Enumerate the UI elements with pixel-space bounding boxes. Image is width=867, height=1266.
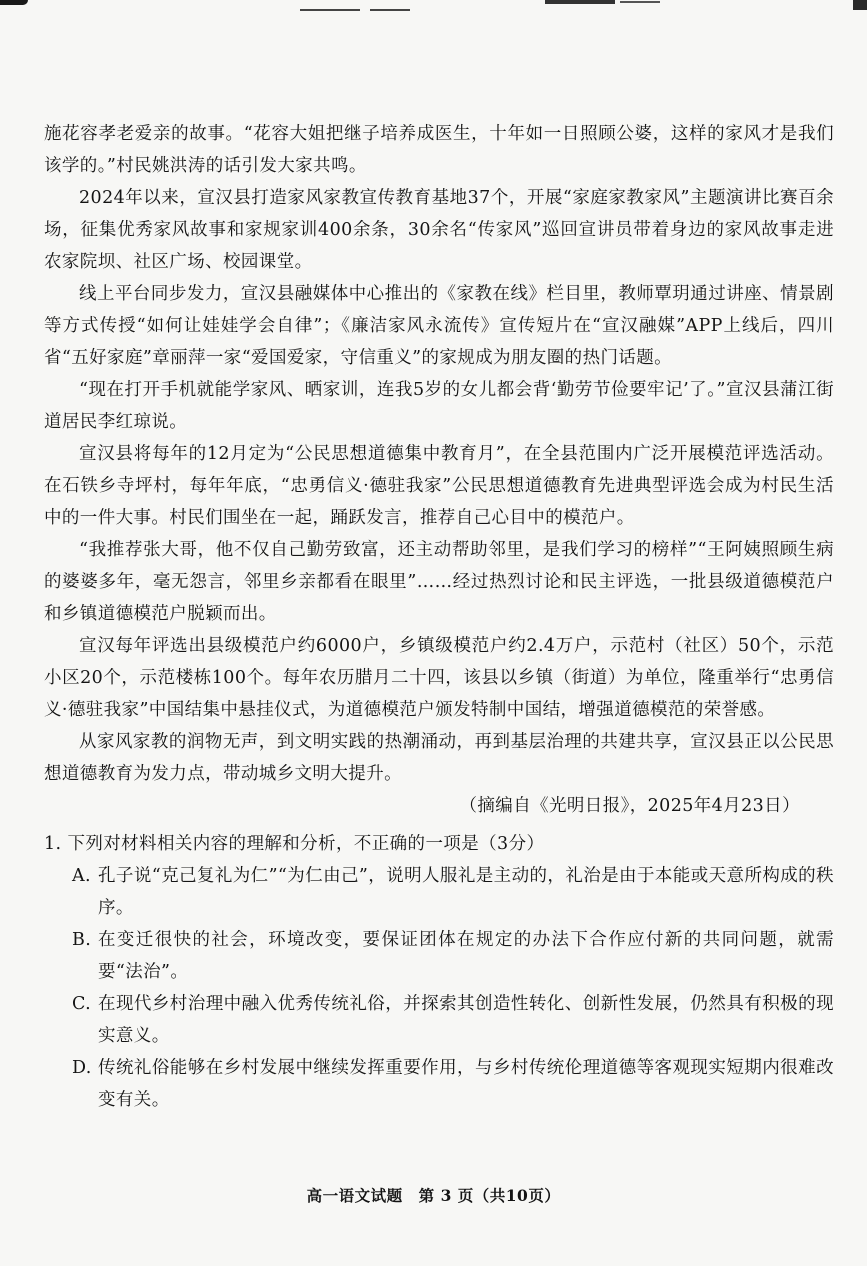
source-citation: （摘编自《光明日报》，2025年4月23日） <box>459 796 800 816</box>
option-text: 在现代乡村治理中融入优秀传统礼俗，并探索其创造性转化、创新性发展，仍然具有积极的现实意义。 <box>98 994 834 1046</box>
paragraph: 2024年以来，宣汉县打造家风家教宣传教育基地37个，开展“家庭家教家风”主题演讲比赛百余场，征集优秀家风故事和家规家训400余条，30余名“传家风”巡回宣讲员带着身边的家风故事走进农家院坝、社区广场、校园课堂。 <box>44 188 834 272</box>
question-1 <box>44 828 834 1116</box>
option-text: 在变迁很快的社会，环境改变，要保证团体在规定的办法下合作应付新的共同问题，就需要“法治”。 <box>98 930 834 982</box>
scan-artifact <box>300 9 360 11</box>
page-footer: 高一语文试题 第 3 页（共10页） <box>306 1186 561 1205</box>
paragraph: 宣汉每年评选出县级模范户约6000户，乡镇级模范户约2.4万户，示范村（社区）50个，示范小区20个，示范楼栋100个。每年农历腊月二十四，该县以乡镇（街道）为单位，隆重举行“忠勇信义·德驻我家”中国结集中悬挂仪式，为道德模范户颁发特制中国结，增强道德模范的荣誉感。 <box>44 636 834 720</box>
paragraph: 施花容孝老爱亲的故事。“花容大姐把继子培养成医生，十年如一日照顾公婆，这样的家风才是我们该学的。”村民姚洪涛的话引发大家共鸣。 <box>44 124 834 176</box>
option-d <box>72 1052 834 1116</box>
paragraph: “我推荐张大哥，他不仅自己勤劳致富，还主动帮助邻里，是我们学习的榜样”“王阿姨照顾生病的婆婆多年，毫无怨言，邻里乡亲都看在眼里”……经过热烈讨论和民主评选，一批县级道德模范户和乡镇道德模范户脱颖而出。 <box>44 540 834 624</box>
article-body <box>44 118 834 1116</box>
option-letter: C. <box>72 994 92 1014</box>
option-text: 孔子说“克己复礼为仁”“为仁由己”，说明人服礼是主动的，礼治是由于本能或天意所构成的秩序。 <box>98 866 834 918</box>
option-letter: A. <box>72 866 92 886</box>
scan-artifact <box>620 1 660 3</box>
scan-artifact <box>0 0 28 5</box>
paragraph: 宣汉县将每年的12月定为“公民思想道德集中教育月”，在全县范围内广泛开展模范评选活动。在石铁乡寺坪村，每年年底，“忠勇信义·德驻我家”公民思想道德教育先进典型评选会成为村民生活中的一件大事。村民们围坐在一起，踊跃发言，推荐自己心目中的模范户。 <box>44 444 834 528</box>
option-b <box>72 924 834 988</box>
option-text: 传统礼俗能够在乡村发展中继续发挥重要作用，与乡村传统伦理道德等客观现实短期内很难改变有关。 <box>98 1058 834 1110</box>
paragraph: 线上平台同步发力，宣汉县融媒体中心推出的《家教在线》栏目里，教师覃玥通过讲座、情景剧等方式传授“如何让娃娃学会自律”；《廉洁家风永流传》宣传短片在“宣汉融媒”APP上线后，四川省“五好家庭”章丽萍一家“爱国爱家，守信重义”的家规成为朋友圈的热门话题。 <box>44 284 834 368</box>
scan-artifact <box>853 0 867 10</box>
paragraph: “现在打开手机就能学家风、晒家训，连我5岁的女儿都会背‘勤劳节俭要牢记’了。”宣汉县蒲江街道居民李红琼说。 <box>44 380 834 432</box>
question-stem: 1. 下列对材料相关内容的理解和分析，不正确的一项是（3分） <box>44 834 545 854</box>
scan-artifact <box>545 0 615 4</box>
option-letter: B. <box>72 930 92 950</box>
option-letter: D. <box>72 1058 92 1078</box>
option-a <box>72 860 834 924</box>
paragraph: 从家风家教的润物无声，到文明实践的热潮涌动，再到基层治理的共建共享，宣汉县正以公民思想道德教育为发力点，带动城乡文明大提升。 <box>44 732 834 784</box>
scan-artifact <box>370 9 410 11</box>
option-c <box>72 988 834 1052</box>
